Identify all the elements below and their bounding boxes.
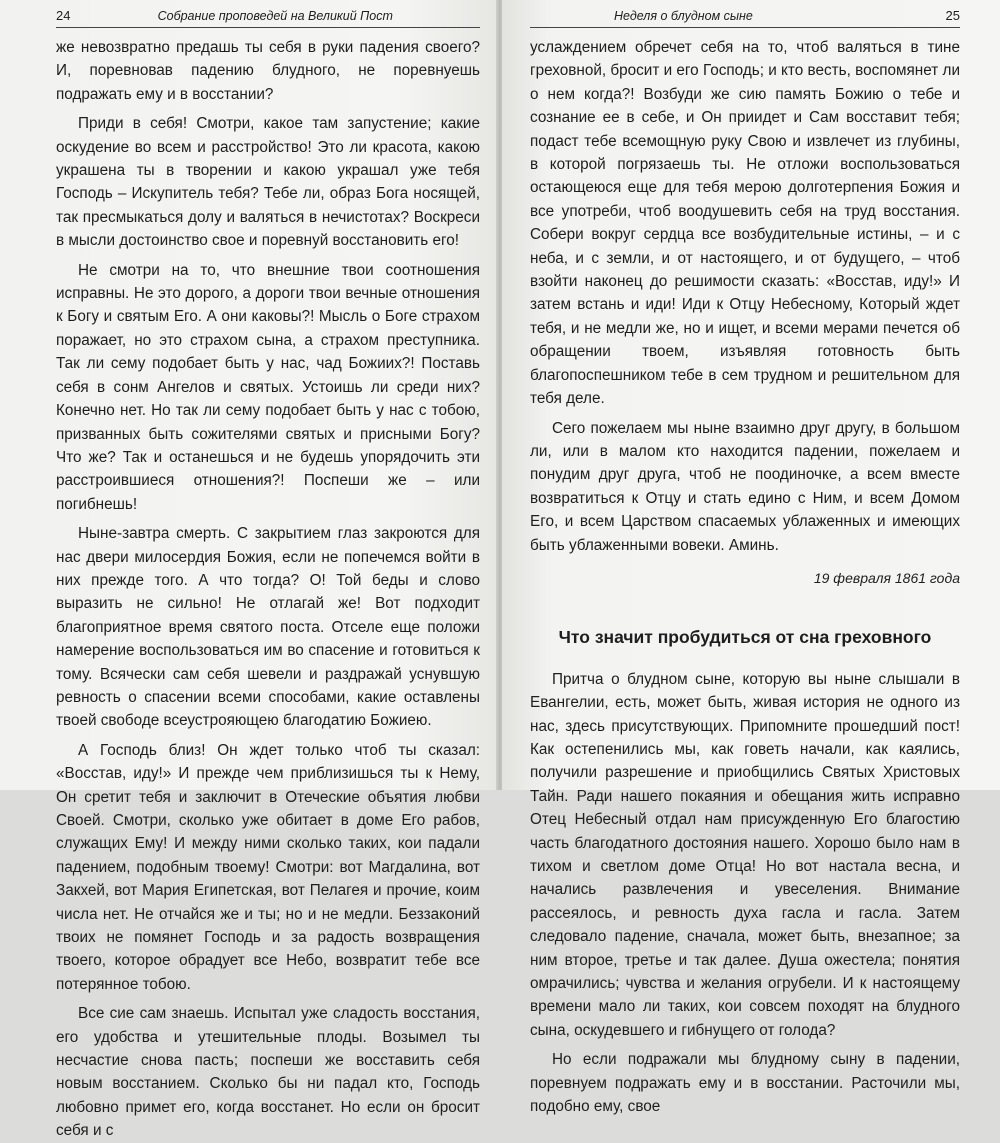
- left-page-number: 24: [56, 8, 71, 23]
- left-paragraph-6: Все сие сам знаешь. Испытал уже сладость восстания, его удобства и утешительные плоды. Возымел ты несчастие снова пасть; поспеши же восставить себя новым восстанием. Сколько бы ни падал кто, Господь любовно примет его, когда восстанет. Но если он бросит себя и с: [56, 1005, 480, 1140]
- left-page: [0, 0, 498, 1140]
- section-paragraph-2: Но если подражали мы блудному сыну в падении, поревнуем подражать ему и в восстании. Расточили мы, подобно ему, свое: [530, 1051, 960, 1116]
- right-running-title: Неделя о блудном сыне: [614, 9, 753, 23]
- left-running-title: Собрание проповедей на Великий Пост: [157, 9, 393, 23]
- sermon-date: 19 февраля 1861 года: [813, 569, 960, 586]
- left-paragraph-1: же невозвратно предашь ты себя в руки падения своего? И, поревновав падению блудного, не поревнуешь подражать ему и в восстании?: [56, 39, 480, 103]
- section-paragraph-1: Притча о блудном сыне, которую вы ныне слышали в Евангелии, есть, может быть, живая история не одного из нас, здесь присутствующих. Припомните прошедший пост! Как остепенились мы, как говеть начали, как каялись, получили разрешение и приобщились Святых Христовых Тайн. Ради нашего покаяния и обещания жить исправно Отец Небесный отдал нам присужденную Его благостию часть благодатного достояния нашего. Хорошо было нам в тихом и светлом доме Отца! Но вот настала весна, и начались развлечения и увеселения. Внимание рассеялось, и ревность духа гасла и гасла. Затем следовало падение, сначала, может быть, внезапное; за ним второе, третье и так далее. Душа ожестела; понятия омрачились; чувства и желания огрубели. И к настоящему времени мало ли таких, кои совсем походят на блудного сына, оскудевшего и гибнущего от голода?: [530, 670, 960, 1039]
- right-page-number: 25: [945, 8, 960, 23]
- left-paragraph-4: Ныне-завтра смерть. С закрытием глаз закроются для нас двери милосердия Божия, если не попечемся войти в них прежде того. А что тогда? О! Той беды и слово выразить не сильно! Не отлагай же! Вот подходит благоприятное время святого поста. Отселе еще положи намерение воспользоваться им во спасение и готовиться к тому. Всячески сам себя шевели и раздражай уснувшую ревность о спасении всеми способами, какие оставлены твоей свободе всеустрояющею благодатию Божиею.: [56, 525, 480, 730]
- right-paragraph-1: услаждением обречет себя на то, чтоб валяться в тине греховной, бросит и его Господь; и кто весть, воспомянет ли о нем когда?! Возбуди же сию память Божию о тебе и сознание ее в себе, и Он приидет и Сам восставит тебя; подаст тебе всемощную руку Свою и извлечет из глубины, в которой погрязаешь ты. Не отложи воспользоваться остающеюся еще для тебя мерою долготерпения Божия и все употреби, чтоб воодушевить себя на труд восстания. Собери вокруг сердца все возбудительные истины, – и с неба, и с земли, и от настоящего, и от будущего, – чтоб взойти наконец до решимости сказать: «Восстав, иду!» И затем встань и иди! Иди к Отцу Небесному, Который ждет тебя, и не медли же, но и ищет, и всеми мерами печется об обращении твоем, изъявляя готовность быть благопоспешником тебе в сем трудном и решительном для тебя деле.: [530, 39, 960, 408]
- left-paragraph-5: А Господь близ! Он ждет только чтоб ты сказал: «Восстав, иду!» И прежде чем приблизишься ты к Нему, Он сретит тебя и заключит в Отеческие объятия любви Своей. Смотри, сколько уже обитает в доме Его рабов, служащих Ему! И между ними сколько таких, кои падали падением, подобным твоему! Смотри: вот Магдалина, вот Закхей, вот Мария Египетская, вот Пелагея и прочие, коим числа нет. Не отчайся же и ты; но и не медли. Беззаконий твоих не помянет Господь и за радость возвращения твоего, которое обрадует все Небо, возвратит тебе все потерянное тобою.: [56, 741, 480, 993]
- right-running-head: [530, 8, 960, 28]
- left-running-head: [56, 8, 480, 28]
- right-paragraph-2: Сего пожелаем мы ныне взаимно друг другу, в большом ли, или в малом кто находится падении, пожелаем и понудим друг друга, чтоб не поодиночке, а всем вместе возвратиться к Отцу и стать едино с Ним, и всем Домом Его, и всем Царством спасаемых ублаженных и имеющих быть ублаженными вовеки. Аминь.: [530, 419, 960, 554]
- right-page: [502, 0, 1000, 1116]
- left-paragraph-3: Не смотри на то, что внешние твои соотношения исправны. Не это дорого, а дороги твои вечные отношения к Богу и святым Его. А они каковы?! Мысль о Боге страхом поражает, но это страхом сына, а страхом преступника. Так ли сему подобает быть у нас, чад Божиих?! Поставь себя в сонм Ангелов и святых. Устоишь ли среди них? Конечно нет. Но так ли сему подобает быть у нас с тобою, призванных быть сожителями святых и присными Богу? Что же? Так и останешься и не будешь упорядочить эти расстроившиеся отношения?! Поспеши же – или погибнешь!: [56, 261, 480, 513]
- left-paragraph-2: Приди в себя! Смотри, какое там запустение; какие оскудение во всем и расстройство! Это ли красота, какою украшена ты в творении и какою украшал уже тебя Господь – Искупитель тебя? Тебе ли, образ Бога носящей, так пресмыкаться долу и валяться в нечистотах? Воскреси в мысли достоинство свое и поревнуй восстановить его!: [56, 115, 480, 250]
- section-title: Что значит пробудиться от сна греховного: [558, 627, 932, 648]
